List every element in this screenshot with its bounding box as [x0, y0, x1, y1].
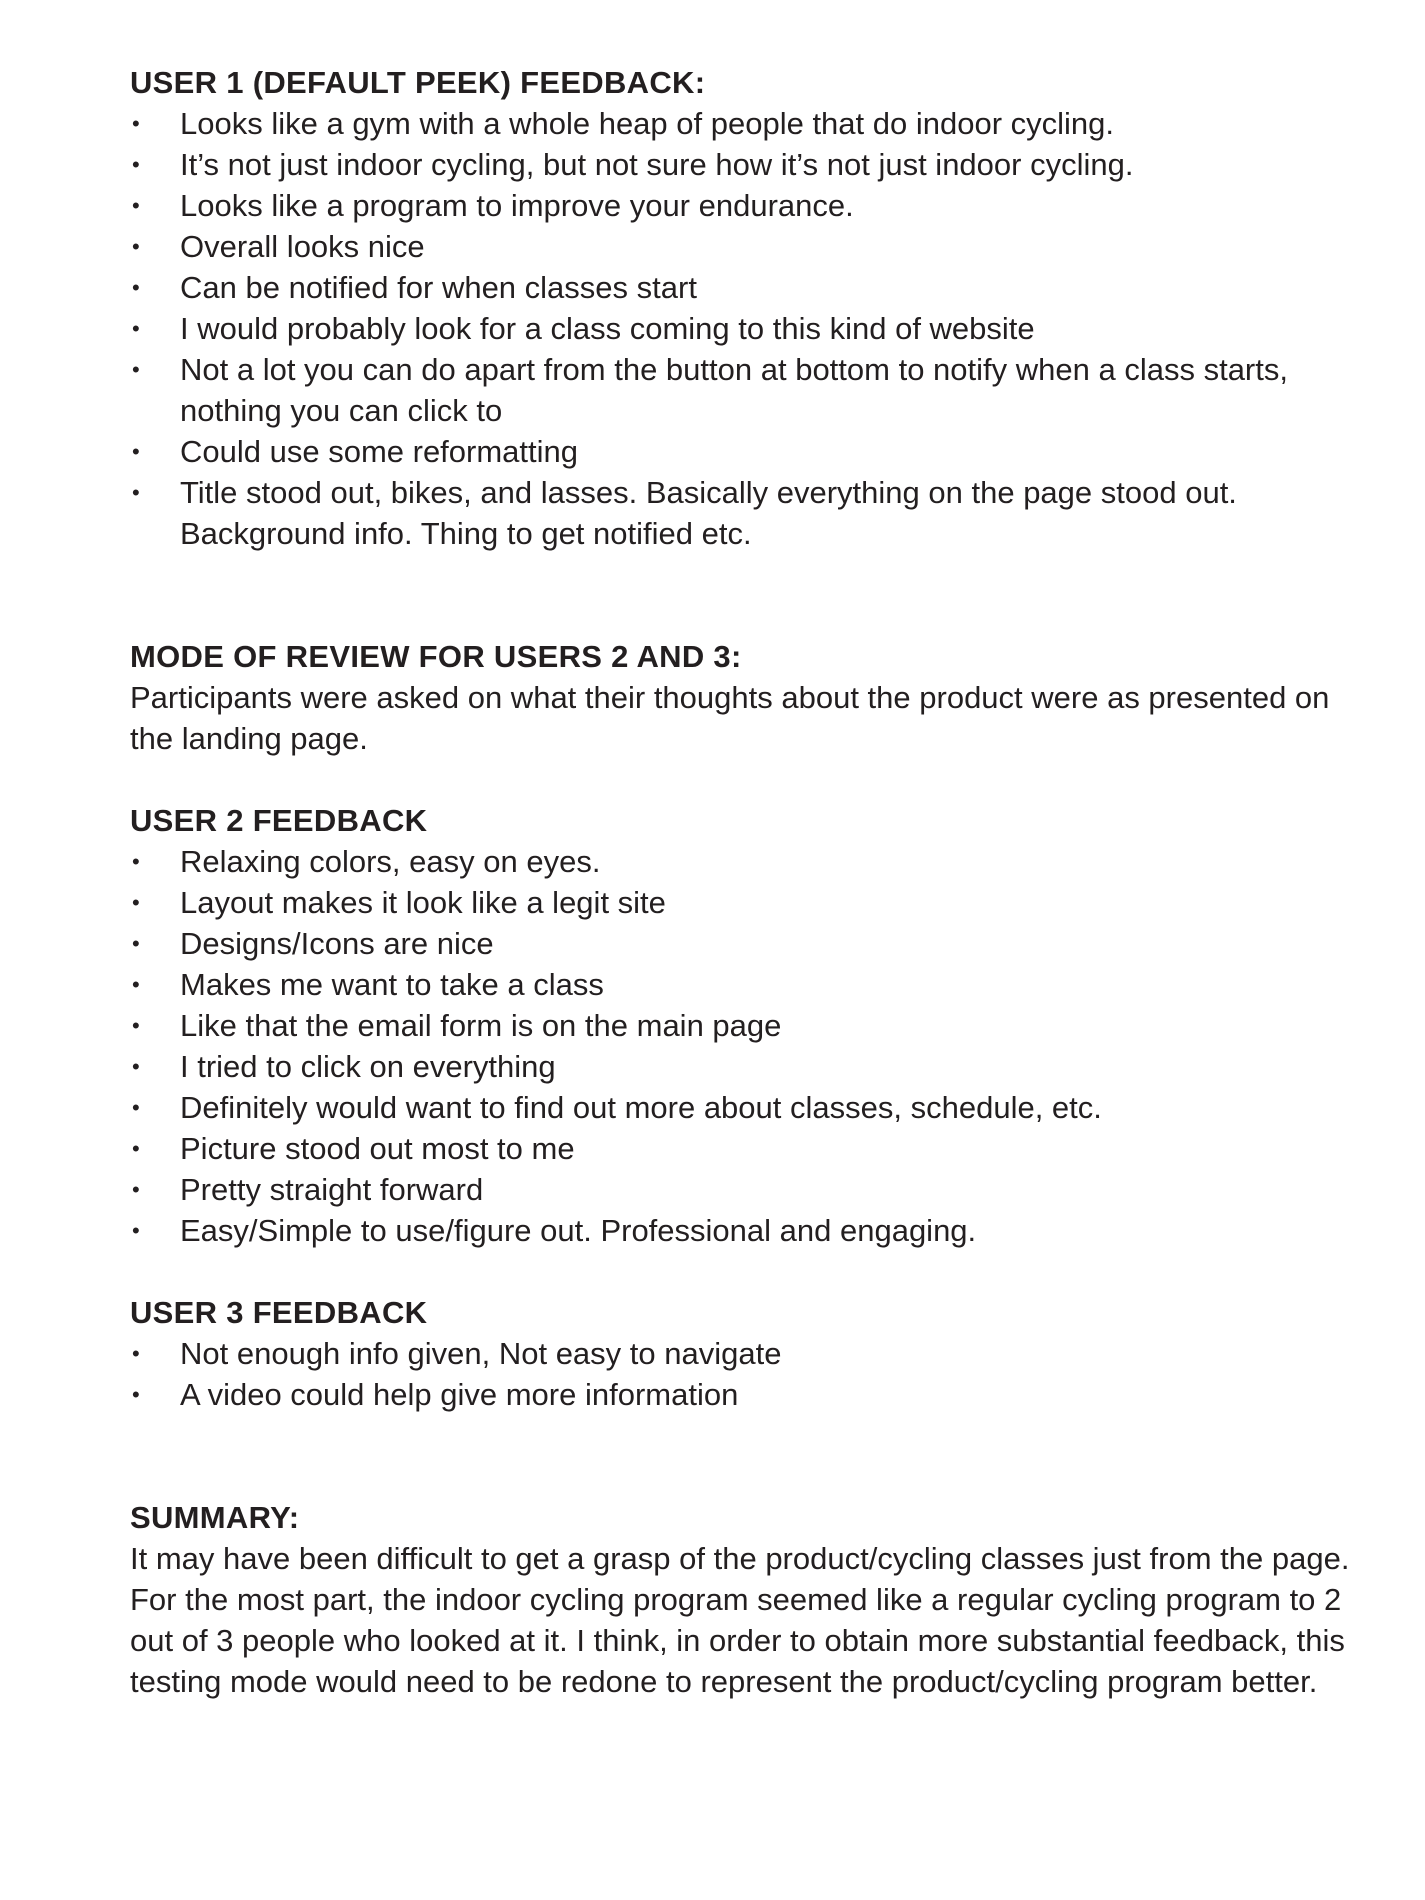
list-item: • Pretty straight forward	[130, 1169, 1360, 1210]
summary-heading: SUMMARY:	[130, 1500, 300, 1535]
bullet-icon: •	[132, 1177, 140, 1202]
user3-list	[130, 1333, 1360, 1415]
bullet-icon: •	[132, 1136, 140, 1161]
list-item: • I tried to click on everything	[130, 1046, 1360, 1087]
list-item: • Easy/Simple to use/figure out. Professional and engaging.	[130, 1210, 1360, 1251]
list-item: • Title stood out, bikes, and lasses. Basically everything on the page stood out. Background info. Thing to get notified etc.	[130, 472, 1360, 554]
list-item: • Not a lot you can do apart from the button at bottom to notify when a class starts, nothing you can click to	[130, 349, 1360, 431]
mode-heading: MODE OF REVIEW FOR USERS 2 AND 3:	[130, 639, 742, 674]
list-item: • Definitely would want to find out more about classes, schedule, etc.	[130, 1087, 1360, 1128]
bullet-icon: •	[132, 111, 140, 136]
spacer	[130, 759, 1360, 800]
user2-heading: USER 2 FEEDBACK	[130, 803, 428, 838]
list-item: • Picture stood out most to me	[130, 1128, 1360, 1169]
list-item: • I would probably look for a class coming to this kind of website	[130, 308, 1360, 349]
user3-heading: USER 3 FEEDBACK	[130, 1295, 428, 1330]
bullet-icon: •	[132, 1218, 140, 1243]
user1-heading: USER 1 (DEFAULT PEEK) FEEDBACK:	[130, 65, 706, 100]
list-item: • Overall looks nice	[130, 226, 1360, 267]
bullet-icon: •	[132, 890, 140, 915]
bullet-icon: •	[132, 1013, 140, 1038]
list-item: • Designs/Icons are nice	[130, 923, 1360, 964]
bullet-icon: •	[132, 193, 140, 218]
list-item: • Not enough info given, Not easy to navigate	[130, 1333, 1360, 1374]
bullet-icon: •	[132, 931, 140, 956]
bullet-icon: •	[132, 316, 140, 341]
list-item: • Looks like a gym with a whole heap of people that do indoor cycling.	[130, 103, 1360, 144]
document-page	[130, 62, 1360, 1702]
list-item: • Could use some reformatting	[130, 431, 1360, 472]
user1-list	[130, 103, 1360, 554]
list-item: • Can be notified for when classes start	[130, 267, 1360, 308]
bullet-icon: •	[132, 234, 140, 259]
list-item: • It’s not just indoor cycling, but not sure how it’s not just indoor cycling.	[130, 144, 1360, 185]
spacer	[130, 1251, 1360, 1292]
bullet-icon: •	[132, 1382, 140, 1407]
summary-text: It may have been difficult to get a grasp of the product/cycling classes just from the page. For the most part, the indoor cycling program seemed like a regular cycling program to 2 out of 3 people who looked at it. I think, in order to obtain more substantial feedback, this testing mode would need to be redone to represent the product/cycling program better.	[130, 1541, 1350, 1699]
bullet-icon: •	[132, 275, 140, 300]
list-item: • A video could help give more information	[130, 1374, 1360, 1415]
list-item: • Makes me want to take a class	[130, 964, 1360, 1005]
bullet-icon: •	[132, 972, 140, 997]
user2-list	[130, 841, 1360, 1251]
bullet-icon: •	[132, 480, 140, 505]
bullet-icon: •	[132, 1095, 140, 1120]
list-item: • Relaxing colors, easy on eyes.	[130, 841, 1360, 882]
mode-text: Participants were asked on what their thoughts about the product were as presented on the landing page.	[130, 680, 1330, 756]
bullet-icon: •	[132, 152, 140, 177]
bullet-icon: •	[132, 1054, 140, 1079]
spacer	[130, 554, 1360, 636]
bullet-icon: •	[132, 1341, 140, 1366]
list-item: • Looks like a program to improve your endurance.	[130, 185, 1360, 226]
bullet-icon: •	[132, 849, 140, 874]
list-item: • Like that the email form is on the main page	[130, 1005, 1360, 1046]
spacer	[130, 1415, 1360, 1497]
bullet-icon: •	[132, 357, 140, 382]
list-item: • Layout makes it look like a legit site	[130, 882, 1360, 923]
bullet-icon: •	[132, 439, 140, 464]
